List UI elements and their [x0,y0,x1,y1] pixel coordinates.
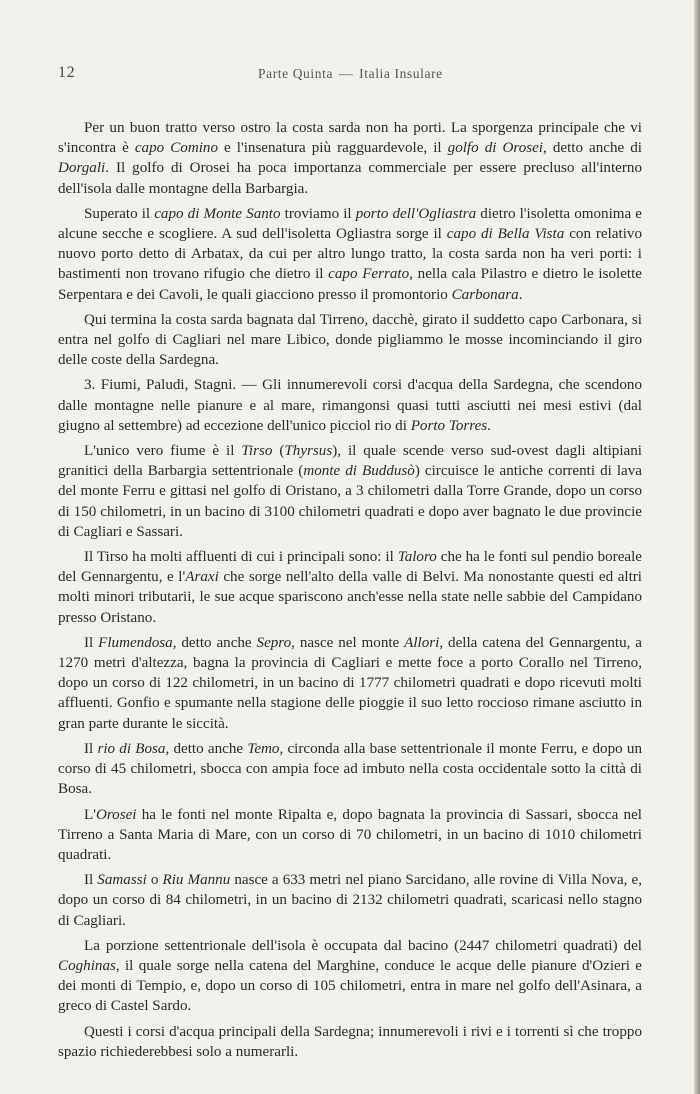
running-title-section: Italia Insulare [359,66,443,81]
text-run: La porzione settentrionale dell'isola è occupata dal bacino (2447 chilometri quadrati) del [84,937,642,954]
italic-term: Allori [404,634,440,651]
paragraph-samassi [58,870,642,931]
text-run: , detto anche [172,634,257,651]
running-title [258,66,443,82]
text-run: . [518,286,523,303]
text-run: Qui termina la costa sarda bagnata dal Tirreno, dacchè, girato il suddetto capo Carbonara, si entra nel golfo di Cagliari nel mare Libico, donde pigliammo le mosse incominciando il giro delle coste della Sardegna. [58,311,642,369]
italic-term: Tirso [241,443,273,460]
text-run: che sorge nell'alto della valle di Belvi. Ma nonostante questi ed altri molti minori tributarii, le sue acque spariscono anch'esse nella state nelle sabbie del Campidano presso Oristano. [58,569,643,626]
text-run: L'unico vero fiume è il [84,443,242,460]
text-run: , circonda alla base settentrionale il monte Ferru, e dopo un corso di 45 chilometri, sbocca con ampia foce ad imbuto nella costa occidentale sotto la città di Bosa. [58,740,642,798]
italic-term: golfo di Orosei [447,140,544,157]
text-run: dietro l'isoletta omonima e alcune secche e scogliere. A sud dell'isoletta Ogliastra sorge il [58,205,643,243]
italic-term: Orosei [95,806,137,823]
text-run: Il [84,872,98,889]
italic-term: Flumendosa [98,634,173,651]
text-run: che ha le fonti sul pendio boreale del Gennargentu, e l' [58,549,642,586]
page-edge-shadow [694,0,700,1094]
running-title-part: Parte Quinta [258,66,334,81]
paragraph-flumendosa [58,633,642,734]
text-run: ) circuisce le antiche correnti di lava del monte Ferru e gittasi nel golfo di Oristano, a 3 chilometri dalla Torre Grande, dopo un corso di 150 chilometri, in un bacino di 3100 chilometri quadrati e dopo aver bagnato le due provincie di Cagliari e Sassari. [58,463,642,540]
italic-term: Sepro [256,634,292,651]
italic-term: Porto Torres [410,417,488,434]
text-run: L' [84,806,96,823]
italic-term: capo Ferrato [328,266,410,283]
paragraph-conclusione [58,1022,642,1062]
italic-term: Samassi [97,872,147,889]
text-run: Il [84,634,99,651]
paragraph-coste-orientali [58,118,642,199]
text-run: nasce a 633 metri nel piano Sarcidano, alle rovine di Villa Nova, e, dopo un corso di 84 chilometri, in un bacino di 2132 chilometri quadrati, scaricasi nello stagno di Cagliari. [58,872,642,929]
text-run: Il Tirso ha molti affluenti di cui i principali sono: il [84,549,398,566]
text-run: ), il quale scende verso sud-ovest dagli altipiani granitici della Barbargia settentrionale ( [58,443,642,480]
italic-term: capo Comino [134,140,219,157]
italic-term: Thyrsus [284,443,333,460]
text-run: Superato il [84,205,155,222]
paragraph-tirso-affluenti [58,547,642,628]
body-text [58,118,642,1062]
text-run: Questi i corsi d'acqua principali della Sardegna; innumerevoli i rivi e i torrenti sì che troppo spazio richiederebbesi solo a numerarli. [58,1023,642,1060]
text-run: 3. Fiumi, Paludi, Stagni. — Gli innumerevoli corsi d'acqua della Sardegna, che scendono dalle montagne nelle pianure e al mare, rimangonsi quasi tutti asciutti nei mesi estivi (dal giugno al settembre) ad eccezione dell'unico picciol rio di [58,377,642,434]
italic-term: porto dell'Ogliastra [355,205,477,222]
italic-term: Carbonara [451,286,519,303]
italic-term: Coghinas [58,957,116,974]
italic-term: rio di Bosa [97,740,166,757]
paragraph-coghinas [58,936,642,1017]
text-run: . [487,417,491,434]
paragraph-fiumi-paludi-stagni [58,375,642,436]
text-run: Il [84,740,98,757]
text-run: , della catena del Gennargentu, a 1270 metri d'altezza, bagna la provincia di Cagliari e mette foce a porto Corallo nel Tirreno, dopo un corso di 122 chilometri, in un bacino di 1777 chilometri quadrati e dopo ricevuti molti affluenti. Gonfio e spumante nella stagione delle pioggie il suo letto roccioso rimane asciutto in gran parte durante le siccità. [58,634,642,732]
italic-term: Araxi [185,569,219,586]
text-run: ha le fonti nel monte Ripalta e, dopo bagnata la provincia di Sassari, sbocca nel Tirreno a Santa Maria di Mare, con un corso di 70 chilometri, in un bacino di 1010 chilometri quadrati. [58,806,642,863]
italic-term: Taloro [397,549,437,566]
italic-term: Riu Mannu [162,872,231,889]
italic-term: Temo [247,740,280,757]
text-run: Per un buon tratto verso ostro la costa sarda non ha porti. La sporgenza principale che vi s'incontra è [58,120,642,157]
text-run: ( [272,443,285,460]
italic-term: Dorgali [58,160,106,177]
paragraph-ogliastra [58,204,642,305]
text-run: , detto anche [165,740,248,757]
text-run: e l'insenatura più ragguardevole, il [218,140,448,157]
text-run: , detto anche di [543,140,643,157]
running-header [58,64,642,88]
text-run: , il quale sorge nella catena del Marghine, conduce le acque delle pianure d'Ozieri e dei monti di Tempio, e, dopo un corso di 105 chilometri, entra in mare nel golfo dell'Asinara, a greco di Castel Sardo. [58,957,642,1015]
running-title-separator: — [339,66,354,81]
page-number: 12 [58,64,76,81]
italic-term: capo di Monte Santo [154,205,281,222]
italic-term: capo di Bella Vista [446,226,565,243]
book-page [58,64,642,1067]
text-run: . Il golfo di Orosei ha poca importanza commerciale per essere precluso all'interno dell'isola dalle montagne della Barbargia. [58,160,642,197]
italic-term: monte di Buddusò [303,463,415,480]
paragraph-tirso [58,441,642,542]
text-run: con relativo nuovo porto detto di Arbatax, da cui per altro lungo tratto, la costa sarda non ha veri porti: i bastimenti non trovano rifugio che dietro il [58,226,642,283]
paragraph-orosei [58,805,642,866]
text-run: o [146,872,163,889]
text-run: troviamo il [280,205,356,222]
text-run: , nella cala Pilastro e dietro le isolette Serpentara e dei Cavoli, le quali giacciono presso il promontorio [58,266,642,303]
text-run: , nasce nel monte [291,634,405,651]
paragraph-carbonara [58,310,642,371]
paragraph-rio-di-bosa [58,739,642,800]
